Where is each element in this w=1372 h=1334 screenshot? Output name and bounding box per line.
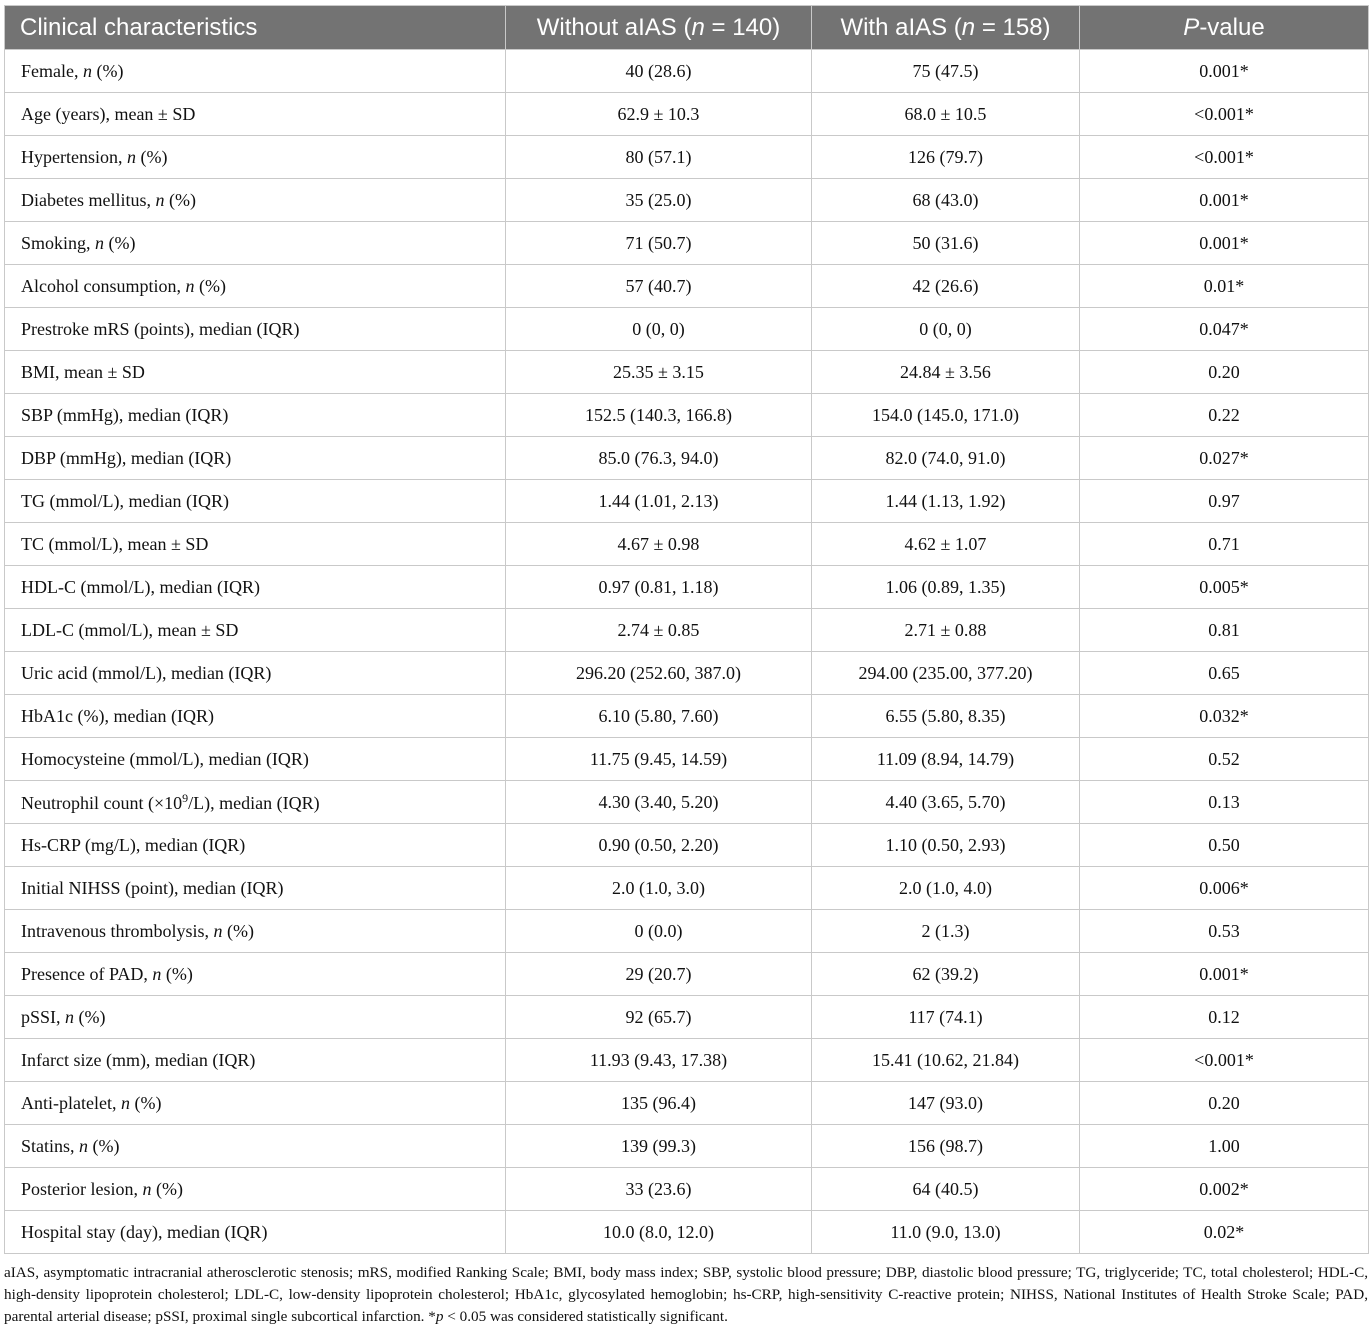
header-with-aias: With aIAS (n = 158) bbox=[812, 6, 1080, 50]
value-without-aias: 152.5 (140.3, 166.8) bbox=[506, 394, 812, 437]
value-with-aias: 42 (26.6) bbox=[812, 265, 1080, 308]
value-with-aias: 75 (47.5) bbox=[812, 50, 1080, 93]
p-value: 0.71 bbox=[1080, 523, 1369, 566]
table-row bbox=[5, 652, 1369, 695]
value-without-aias: 0.90 (0.50, 2.20) bbox=[506, 824, 812, 867]
value-with-aias: 6.55 (5.80, 8.35) bbox=[812, 695, 1080, 738]
value-with-aias: 2.0 (1.0, 4.0) bbox=[812, 867, 1080, 910]
table-row bbox=[5, 394, 1369, 437]
table-row bbox=[5, 179, 1369, 222]
row-label: Prestroke mRS (points), median (IQR) bbox=[5, 308, 506, 351]
value-with-aias: 68 (43.0) bbox=[812, 179, 1080, 222]
row-label: Alcohol consumption, n (%) bbox=[5, 265, 506, 308]
value-with-aias: 126 (79.7) bbox=[812, 136, 1080, 179]
value-without-aias: 25.35 ± 3.15 bbox=[506, 351, 812, 394]
table-footnote: aIAS, asymptomatic intracranial atherosclerotic stenosis; mRS, modified Ranking Scale; BMI, body mass index; SBP, systolic blood pressure; DBP, diastolic blood pressure; TG, triglyceride; TC, total cholesterol; HDL-C, high-density lipoprotein cholesterol; LDL-C, low-density lipoprotein cholesterol; HbA1c, glycosylated hemoglobin; hs-CRP, high-sensitivity C-reactive protein; NIHSS, National Institutes of Health Stroke Scale; PAD, parental arterial disease; pSSI, proximal single subcortical infarction. *p < 0.05 was considered statistically significant. bbox=[4, 1264, 1368, 1325]
table-row bbox=[5, 1168, 1369, 1211]
p-value: 0.81 bbox=[1080, 609, 1369, 652]
value-without-aias: 135 (96.4) bbox=[506, 1082, 812, 1125]
value-without-aias: 2.74 ± 0.85 bbox=[506, 609, 812, 652]
row-label: Anti-platelet, n (%) bbox=[5, 1082, 506, 1125]
p-value: 0.001* bbox=[1080, 953, 1369, 996]
header-clinical-characteristics: Clinical characteristics bbox=[5, 6, 506, 50]
value-with-aias: 154.0 (145.0, 171.0) bbox=[812, 394, 1080, 437]
value-without-aias: 0 (0.0) bbox=[506, 910, 812, 953]
row-label: Posterior lesion, n (%) bbox=[5, 1168, 506, 1211]
value-without-aias: 6.10 (5.80, 7.60) bbox=[506, 695, 812, 738]
table-row bbox=[5, 1211, 1369, 1254]
p-value: 0.65 bbox=[1080, 652, 1369, 695]
p-value: 0.001* bbox=[1080, 222, 1369, 265]
row-label: Initial NIHSS (point), median (IQR) bbox=[5, 867, 506, 910]
value-without-aias: 11.75 (9.45, 14.59) bbox=[506, 738, 812, 781]
p-value: 0.20 bbox=[1080, 351, 1369, 394]
row-label: Homocysteine (mmol/L), median (IQR) bbox=[5, 738, 506, 781]
table-row bbox=[5, 910, 1369, 953]
table-row bbox=[5, 222, 1369, 265]
value-with-aias: 15.41 (10.62, 21.84) bbox=[812, 1039, 1080, 1082]
value-without-aias: 35 (25.0) bbox=[506, 179, 812, 222]
value-with-aias: 294.00 (235.00, 377.20) bbox=[812, 652, 1080, 695]
table-row bbox=[5, 867, 1369, 910]
row-label: Uric acid (mmol/L), median (IQR) bbox=[5, 652, 506, 695]
value-without-aias: 57 (40.7) bbox=[506, 265, 812, 308]
row-label: Hs-CRP (mg/L), median (IQR) bbox=[5, 824, 506, 867]
table-row bbox=[5, 996, 1369, 1039]
value-without-aias: 4.30 (3.40, 5.20) bbox=[506, 781, 812, 824]
p-value: <0.001* bbox=[1080, 1039, 1369, 1082]
p-value: 0.13 bbox=[1080, 781, 1369, 824]
table-header-row bbox=[5, 6, 1369, 50]
value-with-aias: 11.0 (9.0, 13.0) bbox=[812, 1211, 1080, 1254]
row-label: LDL-C (mmol/L), mean ± SD bbox=[5, 609, 506, 652]
value-with-aias: 156 (98.7) bbox=[812, 1125, 1080, 1168]
p-value: 0.032* bbox=[1080, 695, 1369, 738]
row-label: BMI, mean ± SD bbox=[5, 351, 506, 394]
value-with-aias: 4.62 ± 1.07 bbox=[812, 523, 1080, 566]
value-without-aias: 4.67 ± 0.98 bbox=[506, 523, 812, 566]
p-value: 0.005* bbox=[1080, 566, 1369, 609]
table-row bbox=[5, 609, 1369, 652]
clinical-characteristics-table bbox=[4, 5, 1369, 1254]
value-without-aias: 71 (50.7) bbox=[506, 222, 812, 265]
table-row bbox=[5, 351, 1369, 394]
value-without-aias: 92 (65.7) bbox=[506, 996, 812, 1039]
table-row bbox=[5, 781, 1369, 824]
p-value: 0.001* bbox=[1080, 50, 1369, 93]
row-label: Female, n (%) bbox=[5, 50, 506, 93]
row-label: Intravenous thrombolysis, n (%) bbox=[5, 910, 506, 953]
p-value: 0.22 bbox=[1080, 394, 1369, 437]
p-value: 0.20 bbox=[1080, 1082, 1369, 1125]
value-with-aias: 1.10 (0.50, 2.93) bbox=[812, 824, 1080, 867]
table-row bbox=[5, 437, 1369, 480]
value-without-aias: 0.97 (0.81, 1.18) bbox=[506, 566, 812, 609]
row-label: Smoking, n (%) bbox=[5, 222, 506, 265]
row-label: TG (mmol/L), median (IQR) bbox=[5, 480, 506, 523]
table-row bbox=[5, 1039, 1369, 1082]
value-with-aias: 147 (93.0) bbox=[812, 1082, 1080, 1125]
row-label: TC (mmol/L), mean ± SD bbox=[5, 523, 506, 566]
value-with-aias: 0 (0, 0) bbox=[812, 308, 1080, 351]
p-value: 0.027* bbox=[1080, 437, 1369, 480]
table-row bbox=[5, 1082, 1369, 1125]
row-label: Statins, n (%) bbox=[5, 1125, 506, 1168]
value-without-aias: 85.0 (76.3, 94.0) bbox=[506, 437, 812, 480]
p-value: 0.97 bbox=[1080, 480, 1369, 523]
value-with-aias: 2 (1.3) bbox=[812, 910, 1080, 953]
p-value: 0.53 bbox=[1080, 910, 1369, 953]
p-value: <0.001* bbox=[1080, 93, 1369, 136]
value-without-aias: 2.0 (1.0, 3.0) bbox=[506, 867, 812, 910]
table-row bbox=[5, 738, 1369, 781]
value-with-aias: 117 (74.1) bbox=[812, 996, 1080, 1039]
row-label: Hypertension, n (%) bbox=[5, 136, 506, 179]
p-value: 0.50 bbox=[1080, 824, 1369, 867]
p-value: 0.001* bbox=[1080, 179, 1369, 222]
table-row bbox=[5, 523, 1369, 566]
value-without-aias: 10.0 (8.0, 12.0) bbox=[506, 1211, 812, 1254]
table-row bbox=[5, 824, 1369, 867]
value-without-aias: 33 (23.6) bbox=[506, 1168, 812, 1211]
table-row bbox=[5, 695, 1369, 738]
table-row bbox=[5, 1125, 1369, 1168]
value-without-aias: 11.93 (9.43, 17.38) bbox=[506, 1039, 812, 1082]
value-without-aias: 139 (99.3) bbox=[506, 1125, 812, 1168]
row-label: HDL-C (mmol/L), median (IQR) bbox=[5, 566, 506, 609]
table-row bbox=[5, 480, 1369, 523]
row-label: Age (years), mean ± SD bbox=[5, 93, 506, 136]
value-with-aias: 11.09 (8.94, 14.79) bbox=[812, 738, 1080, 781]
table-row bbox=[5, 265, 1369, 308]
row-label: Hospital stay (day), median (IQR) bbox=[5, 1211, 506, 1254]
row-label: SBP (mmHg), median (IQR) bbox=[5, 394, 506, 437]
p-value: 0.52 bbox=[1080, 738, 1369, 781]
row-label: pSSI, n (%) bbox=[5, 996, 506, 1039]
p-value: 0.02* bbox=[1080, 1211, 1369, 1254]
header-p-value: P-value bbox=[1080, 6, 1369, 50]
value-without-aias: 29 (20.7) bbox=[506, 953, 812, 996]
table-row bbox=[5, 136, 1369, 179]
table-container bbox=[4, 5, 1368, 1328]
row-label: Neutrophil count $(\times 10^9/L)$, median (IQR) bbox=[5, 781, 506, 824]
table-row bbox=[5, 953, 1369, 996]
table-row bbox=[5, 566, 1369, 609]
value-with-aias: 68.0 ± 10.5 bbox=[812, 93, 1080, 136]
value-with-aias: 1.44 (1.13, 1.92) bbox=[812, 480, 1080, 523]
p-value: <0.001* bbox=[1080, 136, 1369, 179]
table-body bbox=[5, 50, 1369, 1254]
value-with-aias: 2.71 ± 0.88 bbox=[812, 609, 1080, 652]
table-row bbox=[5, 93, 1369, 136]
row-label: DBP (mmHg), median (IQR) bbox=[5, 437, 506, 480]
value-with-aias: 4.40 (3.65, 5.70) bbox=[812, 781, 1080, 824]
row-label: HbA1c (%), median (IQR) bbox=[5, 695, 506, 738]
header-without-aias: Without aIAS (n = 140) bbox=[506, 6, 812, 50]
value-without-aias: 1.44 (1.01, 2.13) bbox=[506, 480, 812, 523]
row-label: Diabetes mellitus, n (%) bbox=[5, 179, 506, 222]
p-value: 0.002* bbox=[1080, 1168, 1369, 1211]
row-label: Infarct size (mm), median (IQR) bbox=[5, 1039, 506, 1082]
p-value: 0.006* bbox=[1080, 867, 1369, 910]
value-with-aias: 62 (39.2) bbox=[812, 953, 1080, 996]
value-without-aias: 80 (57.1) bbox=[506, 136, 812, 179]
p-value: 0.12 bbox=[1080, 996, 1369, 1039]
row-label: Presence of PAD, n (%) bbox=[5, 953, 506, 996]
table-row bbox=[5, 308, 1369, 351]
value-with-aias: 24.84 ± 3.56 bbox=[812, 351, 1080, 394]
value-without-aias: 62.9 ± 10.3 bbox=[506, 93, 812, 136]
value-with-aias: 64 (40.5) bbox=[812, 1168, 1080, 1211]
value-without-aias: 0 (0, 0) bbox=[506, 308, 812, 351]
p-value: 1.00 bbox=[1080, 1125, 1369, 1168]
p-value: 0.01* bbox=[1080, 265, 1369, 308]
value-with-aias: 50 (31.6) bbox=[812, 222, 1080, 265]
value-with-aias: 82.0 (74.0, 91.0) bbox=[812, 437, 1080, 480]
table-row bbox=[5, 50, 1369, 93]
value-with-aias: 1.06 (0.89, 1.35) bbox=[812, 566, 1080, 609]
value-without-aias: 296.20 (252.60, 387.0) bbox=[506, 652, 812, 695]
value-without-aias: 40 (28.6) bbox=[506, 50, 812, 93]
p-value: 0.047* bbox=[1080, 308, 1369, 351]
